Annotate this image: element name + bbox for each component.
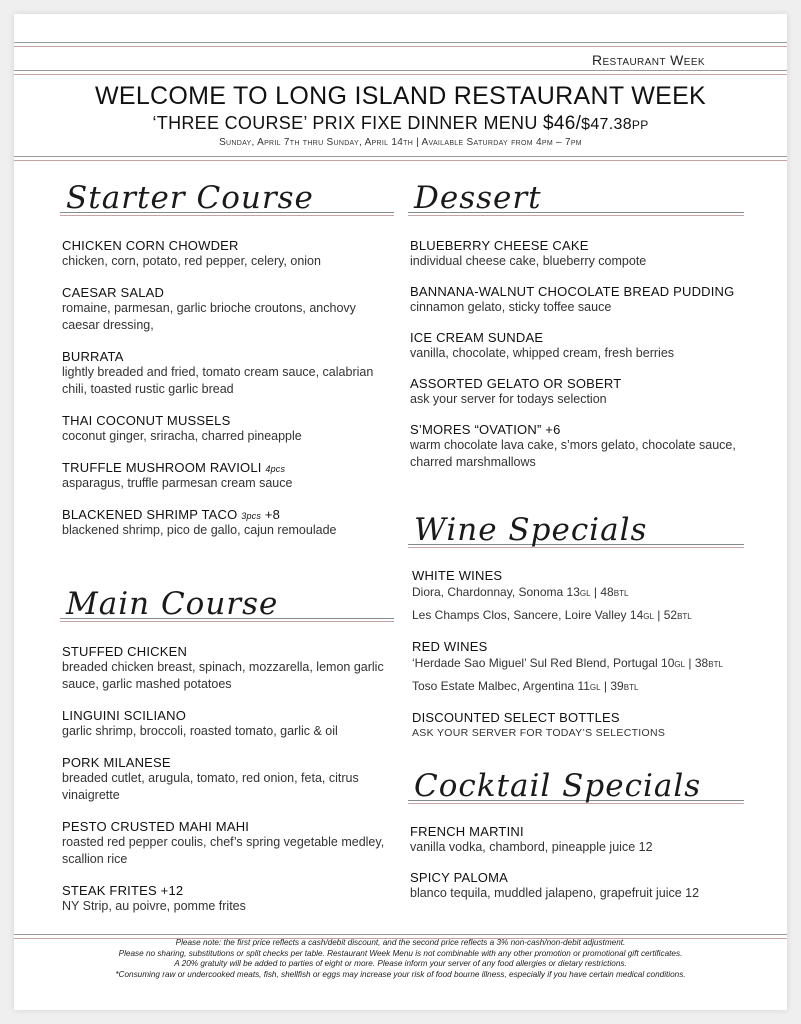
bottles-title: DISCOUNTED SELECT BOTTLES: [412, 710, 620, 725]
bottle-unit: BTL: [613, 589, 629, 598]
menu-item: [410, 824, 744, 856]
footer-line: Please no sharing, substitutions or split checks per table. Restaurant Week Menu is not combinable with any other promotion or promotional gift certificates.: [118, 948, 683, 958]
wine-name: Les Champs Clos, Sancere, Loire Valley: [412, 608, 627, 622]
item-name: [62, 883, 394, 898]
menu-item: [62, 883, 394, 915]
menu-item: [62, 507, 394, 539]
item-description: warm chocolate lava cake, s’mors gelato, chocolate sauce, charred marshmallows: [410, 438, 736, 469]
item-name: [62, 819, 394, 834]
item-description: breaded cutlet, arugula, tomato, red onion, feta, citrus vinaigrette: [62, 771, 359, 802]
cocktail-heading: Cocktail Specials: [414, 768, 702, 804]
subtitle-text: ‘THREE COURSE’ PRIX FIXE DINNER MENU: [152, 113, 538, 133]
wine-section: [408, 512, 744, 742]
item-description: lightly breaded and fried, tomato cream sauce, calabrian chili, toasted rustic garlic bread: [62, 365, 374, 396]
wine-item: Les Champs Clos, Sancere, Loire Valley 14GL | 52BTL: [412, 608, 692, 622]
item-description: blackened shrimp, pico de gallo, cajun remoulade: [62, 523, 337, 537]
header-divider: [14, 70, 787, 75]
item-name: [410, 870, 744, 885]
wine-heading: Wine Specials: [414, 512, 648, 548]
wine-glass-price: 13: [566, 585, 580, 599]
menu-item: [62, 708, 394, 740]
item-name-text: THAI COCONUT MUSSELS: [62, 413, 231, 428]
menu-item: [62, 238, 394, 270]
item-name: [410, 824, 744, 839]
item-name-text: ICE CREAM SUNDAE: [410, 330, 544, 345]
dessert-section: [408, 180, 744, 485]
item-name-text: FRENCH MARTINI: [410, 824, 524, 839]
wine-item: ‘Herdade Sao Miguel’ Sul Red Blend, Portugal 10GL | 38BTL: [412, 656, 723, 670]
item-name-text: BLUEBERRY CHEESE CAKE: [410, 238, 589, 253]
bottle-unit: BTL: [708, 660, 723, 669]
main-list: [60, 644, 394, 915]
starter-section: [60, 180, 394, 554]
glass-unit: GL: [674, 660, 686, 669]
item-name: [62, 708, 394, 723]
item-name-text: SPICY PALOMA: [410, 870, 509, 885]
item-description: individual cheese cake, blueberry compote: [410, 254, 647, 268]
item-name-text: STEAK FRITES +12: [62, 883, 184, 898]
menu-item: [410, 330, 744, 362]
glass-unit: GL: [589, 683, 601, 692]
item-name: [62, 644, 394, 659]
menu-item: [410, 284, 744, 316]
item-name-text: CAESAR SALAD: [62, 285, 165, 300]
item-name-text: LINGUINI SCILIANO: [62, 708, 187, 723]
wine-bottle-price: 38: [694, 656, 709, 670]
item-description: romaine, parmesan, garlic brioche croutons, anchovy caesar dressing,: [62, 301, 356, 332]
item-name-text: BANNANA-WALNUT CHOCOLATE BREAD PUDDING: [410, 284, 735, 299]
footer-line: *Consuming raw or undercooked meats, fish, shellfish or eggs may increase your risk of food bourne illness, especially if you have certain medical conditions.: [115, 969, 686, 979]
item-name: [62, 413, 394, 428]
wine-name: Diora, Chardonnay, Sonoma: [412, 585, 564, 599]
item-name: [62, 507, 394, 522]
item-description: blanco tequila, muddled jalapeno, grapefruit juice 12: [410, 886, 700, 900]
price-alt: $47.38: [581, 116, 632, 133]
footer-notes: [14, 938, 787, 980]
item-description: garlic shrimp, broccoli, roasted tomato, garlic & oil: [62, 724, 338, 738]
item-description: coconut ginger, sriracha, charred pineapple: [62, 429, 302, 443]
menu-subtitle: [14, 113, 787, 135]
main-section: [60, 586, 394, 930]
price-main: $46/: [542, 113, 582, 134]
menu-dates: Sunday, April 7th thru Sunday, April 14th | Available Saturday from 4pm – 7pm: [219, 137, 582, 148]
item-description: cinnamon gelato, sticky toffee sauce: [410, 300, 612, 314]
item-description: vanilla, chocolate, whipped cream, fresh berries: [410, 346, 675, 360]
item-description: roasted red pepper coulis, chef’s spring vegetable medley, scallion rice: [62, 835, 385, 866]
red-wines-title: RED WINES: [412, 639, 488, 654]
bottle-unit: BTL: [623, 683, 639, 692]
item-name-text: TRUFFLE MUSHROOM RAVIOLI: [62, 460, 262, 475]
item-name-text: CHICKEN CORN CHOWDER: [62, 238, 239, 253]
item-description: vanilla vodka, chambord, pineapple juice 12: [410, 840, 653, 854]
item-name-text: ASSORTED GELATO OR SOBERT: [410, 376, 622, 391]
cocktail-list: [408, 824, 744, 902]
menu-item: [410, 422, 744, 471]
item-surcharge: +8: [264, 507, 281, 522]
item-name-text: S’MORES “OVATION” +6: [410, 422, 561, 437]
wine-bottle-price: 48: [600, 585, 614, 599]
white-wines-title: WHITE WINES: [412, 568, 503, 583]
item-description: ask your server for todays selection: [410, 392, 607, 406]
wine-name: Toso Estate Malbec, Argentina: [412, 679, 575, 693]
starter-heading: Starter Course: [66, 180, 314, 216]
header-label: Restaurant Week: [591, 52, 705, 68]
item-description: NY Strip, au poivre, pomme frites: [62, 899, 246, 913]
wine-item: Diora, Chardonnay, Sonoma 13GL | 48BTL: [412, 585, 629, 599]
menu-item: [62, 413, 394, 445]
menu-item: [62, 819, 394, 868]
item-name: [62, 285, 394, 300]
red-wine-list: [412, 654, 744, 697]
menu-item: [62, 349, 394, 398]
wine-name: ‘Herdade Sao Miguel’ Sul Red Blend, Portugal: [412, 656, 658, 670]
item-name: [410, 422, 744, 437]
wine-item: Toso Estate Malbec, Argentina 11GL | 39BTL: [412, 679, 639, 693]
item-name: [410, 330, 744, 345]
menu-item: [62, 644, 394, 693]
header-bottom-divider: [14, 156, 787, 161]
item-portion-note: 4pcs: [265, 464, 286, 474]
menu-item: [410, 238, 744, 270]
item-name-text: BURRATA: [62, 349, 124, 364]
menu-page: [14, 14, 787, 1010]
item-description: breaded chicken breast, spinach, mozzarella, lemon garlic sauce, garlic mashed potatoes: [62, 660, 384, 691]
wine-list: [412, 568, 744, 742]
menu-item: [410, 870, 744, 902]
wine-glass-price: 14: [629, 608, 644, 622]
wine-bottle-price: 39: [610, 679, 624, 693]
item-name: [62, 755, 394, 770]
wine-glass-price: 11: [577, 679, 590, 693]
price-unit: PP: [631, 118, 649, 132]
item-name: [62, 349, 394, 364]
item-description: chicken, corn, potato, red pepper, celery, onion: [62, 254, 321, 268]
main-heading: Main Course: [66, 586, 279, 622]
starter-list: [60, 238, 394, 539]
item-name-text: STUFFED CHICKEN: [62, 644, 188, 659]
dessert-heading: Dessert: [414, 180, 542, 216]
item-description: asparagus, truffle parmesan cream sauce: [62, 476, 293, 490]
footer-line: Please note: the first price reflects a cash/debit discount, and the second price reflects a 3% non-cash/non-debit adjustment.: [175, 938, 626, 947]
item-name-text: BLACKENED SHRIMP TACO: [62, 507, 238, 522]
item-name-text: PESTO CRUSTED MAHI MAHI: [62, 819, 250, 834]
cocktail-section: [408, 768, 744, 916]
top-divider: [14, 42, 787, 47]
wine-bottle-price: 52: [663, 608, 678, 622]
glass-unit: GL: [643, 612, 654, 621]
item-name: [410, 238, 744, 253]
item-portion-note: 3pcs: [241, 511, 262, 521]
menu-item: [62, 755, 394, 804]
item-name-text: PORK MILANESE: [62, 755, 171, 770]
white-wine-list: [412, 583, 744, 626]
dessert-list: [408, 238, 744, 471]
item-name: [410, 284, 744, 299]
item-name: [410, 376, 744, 391]
menu-item: [410, 376, 744, 408]
page-title: WELCOME TO LONG ISLAND RESTAURANT WEEK: [94, 82, 707, 110]
menu-item: [62, 460, 394, 492]
bottle-unit: BTL: [677, 612, 692, 621]
menu-item: [62, 285, 394, 334]
footer-line: A 20% gratuity will be added to parties of eight or more. Please inform your server of any food allergies or dietary restrictions.: [174, 959, 627, 968]
item-name: [62, 460, 394, 475]
item-name: [62, 238, 394, 253]
wine-glass-price: 10: [661, 656, 675, 670]
bottles-desc: ASK YOUR SERVER FOR TODAY’S SELECTIONS: [412, 727, 666, 739]
glass-unit: GL: [579, 589, 591, 598]
